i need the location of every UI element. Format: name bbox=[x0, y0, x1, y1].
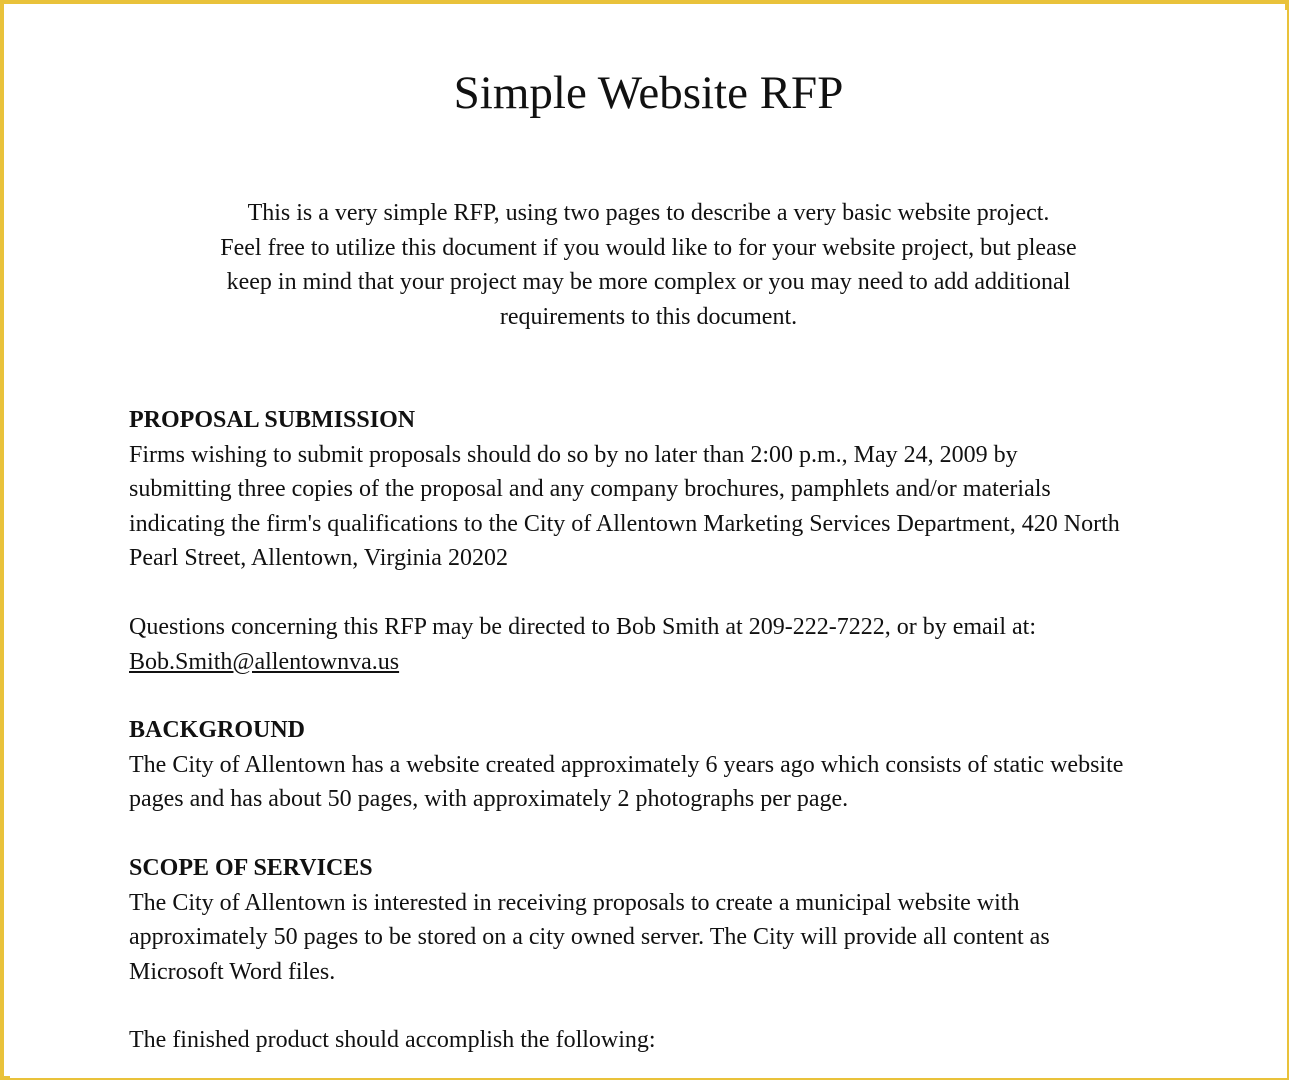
section-heading: PROPOSAL SUBMISSION bbox=[129, 407, 416, 433]
document-page bbox=[10, 10, 1287, 1078]
questions-paragraph bbox=[129, 610, 1189, 679]
intro-line: keep in mind that your project may be more complex or you may need to add additional bbox=[226, 269, 1071, 295]
paragraph-line: submitting three copies of the proposal and any company brochures, pamphlets and/or materials bbox=[129, 476, 1051, 502]
scope-of-services-section bbox=[129, 851, 1189, 989]
section-heading: BACKGROUND bbox=[129, 717, 306, 743]
paragraph-line: Pearl Street, Allentown, Virginia 20202 bbox=[129, 545, 508, 571]
paragraph-line: Firms wishing to submit proposals should do so by no later than 2:00 p.m., May 24, 2009 by bbox=[129, 441, 1018, 468]
background-section bbox=[129, 713, 1189, 817]
paragraph-line: indicating the firm's qualifications to the City of Allentown Marketing Services Department, 420 North bbox=[129, 510, 1120, 537]
paragraph-line: approximately 50 pages to be stored on a city owned server. The City will provide all content as bbox=[129, 924, 1050, 950]
section-heading: SCOPE OF SERVICES bbox=[129, 855, 373, 881]
intro-line: Feel free to utilize this document if you would like to for your website project, but please bbox=[220, 234, 1077, 261]
proposal-submission-section bbox=[129, 403, 1189, 576]
paragraph-line: The City of Allentown is interested in receiving proposals to create a municipal website with bbox=[129, 889, 1020, 916]
paragraph-line: The finished product should accomplish the following: bbox=[129, 1027, 656, 1053]
paragraph-line: Microsoft Word files. bbox=[129, 958, 336, 985]
paragraph-line: Questions concerning this RFP may be directed to Bob Smith at 209-222-7222, or by email at: bbox=[129, 614, 1036, 640]
intro-paragraph bbox=[180, 196, 1117, 334]
document-title: Simple Website RFP bbox=[453, 67, 844, 119]
intro-line: This is a very simple RFP, using two pages to describe a very basic website project. bbox=[247, 200, 1050, 226]
email-link[interactable]: Bob.Smith@allentownva.us bbox=[129, 648, 400, 675]
closing-paragraph bbox=[129, 1023, 1189, 1058]
paragraph-line: The City of Allentown has a website created approximately 6 years ago which consists of static website bbox=[129, 751, 1124, 778]
intro-line: requirements to this document. bbox=[499, 303, 798, 330]
paragraph-line: pages and has about 50 pages, with approximately 2 photographs per page. bbox=[129, 786, 849, 812]
